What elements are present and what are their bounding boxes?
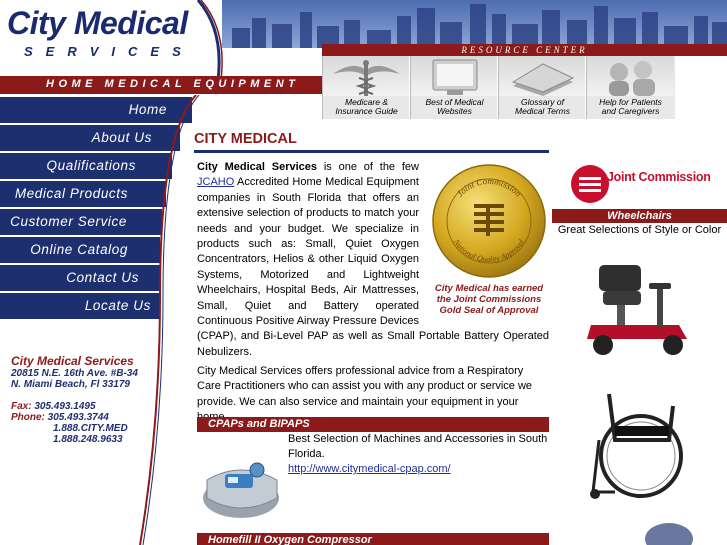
wheelchairs-heading: Wheelchairs — [552, 209, 727, 223]
intro-company-name: City Medical Services — [197, 161, 318, 173]
resource-tile-label: Glossary of Medical Terms — [515, 97, 570, 116]
phone-number-2: 1.888.CITY.MED — [53, 423, 128, 434]
nav-label: Medical Products — [14, 186, 128, 201]
cpap-site-link[interactable]: http://www.citymedical-cpap.com/ — [288, 463, 451, 475]
logo[interactable] — [0, 0, 222, 76]
resource-tile-label: Medicare & Insurance Guide — [335, 97, 398, 116]
cpap-machine-image — [197, 440, 285, 524]
nav-home[interactable] — [0, 97, 195, 125]
wheelchairs-tagline: Great Selections of Style or Color — [557, 224, 722, 236]
intro-text: Accredited Home Medical Equipment companies in South Florida that offers an extensive selection of products to match your needs and your budget. We specialize in products such as: Small, Quiet Oxygen Concentrators, Helios & other Liquid Oxygen Systems, Motorized and Lightweight Wheelchairs, Hospital Beds, Air Mattresses, Small, Quiet and Battery operated Continuous Positive Airway Pressure Devices (CPAP), and Bi-Level PAP as well as Small Portable Battery Operated Nebulizers. — [197, 176, 549, 358]
svg-text:Joint Commission: Joint Commission — [454, 175, 524, 199]
computer-monitor-icon — [411, 56, 497, 96]
nav-contact-us[interactable] — [0, 265, 195, 293]
nav-label: About Us — [91, 130, 152, 145]
resource-tile-glossary[interactable] — [498, 56, 585, 119]
scooter-product-image[interactable] — [569, 253, 711, 365]
address-line-1: 20815 N.E. 16th Ave. #B-34 — [11, 368, 138, 379]
company-name: City Medical Services — [11, 354, 134, 368]
nav-label: Contact Us — [66, 270, 139, 285]
nav-online-catalog[interactable] — [0, 237, 195, 265]
svg-text:National Quality Approval: National Quality Approval — [451, 237, 527, 265]
nav-medical-products[interactable] — [0, 181, 195, 209]
intro-text: is one of the few — [317, 161, 419, 173]
gold-seal-icon — [430, 160, 548, 282]
joint-commission-label: Joint Commission — [607, 170, 711, 184]
nav-label: Locate Us — [84, 298, 151, 313]
intro-paragraph — [197, 160, 549, 360]
caduceus-icon — [323, 56, 409, 96]
wheelchair-icon — [569, 380, 711, 505]
title-divider — [194, 150, 549, 153]
seal-caption: City Medical has earned the Joint Commissions Gold Seal of Approval — [434, 283, 544, 316]
resource-tile-label: Help for Patients and Caregivers — [599, 97, 662, 116]
nav-about-us[interactable] — [0, 125, 195, 153]
logo-subtitle: SERVICES — [24, 44, 194, 59]
nav-customer-service[interactable] — [0, 209, 195, 237]
caregivers-photo-icon — [587, 56, 674, 96]
tagline-bar — [0, 76, 322, 94]
advice-paragraph: City Medical Services offers professional advice from a Respiratory Care Practitioners who can assist you with any product or service we provide. We can also service and maintain your equipment in your — [197, 365, 533, 408]
contact-info — [11, 355, 191, 445]
nav-label: Home — [128, 102, 167, 117]
cpap-heading: CPAPs and BIPAPS — [197, 417, 549, 432]
cpap-desc-text: Best Selection of Machines and Accessories in South Florida. — [288, 433, 548, 460]
gold-seal — [429, 160, 549, 320]
page-title: CITY MEDICAL — [194, 131, 297, 147]
jcaho-link[interactable]: JCAHO — [197, 176, 235, 189]
joint-commission-icon — [567, 161, 613, 207]
logo-name: City Medical — [7, 5, 188, 41]
resource-tile-help[interactable] — [586, 56, 675, 119]
phone-number: 305.493.3744 — [47, 412, 109, 423]
book-icon — [499, 56, 585, 96]
fax-label: Fax: — [11, 401, 32, 412]
product-image-partial[interactable] — [569, 517, 711, 545]
scooter-icon — [569, 253, 711, 365]
address-line-2: N. Miami Beach, Fl 33179 — [11, 379, 130, 390]
tagline: HOME MEDICAL EQUIPMENT — [46, 78, 300, 90]
nav-label: Customer Service — [10, 214, 127, 229]
nav-qualifications[interactable] — [0, 153, 195, 181]
cpap-description — [288, 432, 550, 477]
resource-tile-websites[interactable] — [410, 56, 497, 119]
sidebar-nav — [0, 95, 195, 320]
resource-tile-label: Best of Medical Websites — [425, 97, 484, 116]
fax-number: 305.493.1495 — [34, 401, 96, 412]
city-skyline-banner — [222, 0, 727, 48]
nav-locate-us[interactable] — [0, 293, 195, 321]
resource-tile-medicare[interactable] — [322, 56, 409, 119]
nav-label: Qualifications — [46, 158, 136, 173]
nav-label: Online Catalog — [30, 242, 128, 257]
phone-label: Phone: — [11, 412, 45, 423]
chair-top-icon — [569, 517, 711, 545]
phone-number-3: 1.888.248.9633 — [53, 434, 123, 445]
homefill-heading: Homefill II Oxygen Compressor — [197, 533, 549, 545]
wheelchair-product-image[interactable] — [569, 380, 711, 505]
resource-center-heading: RESOURCE CENTER — [322, 44, 727, 56]
